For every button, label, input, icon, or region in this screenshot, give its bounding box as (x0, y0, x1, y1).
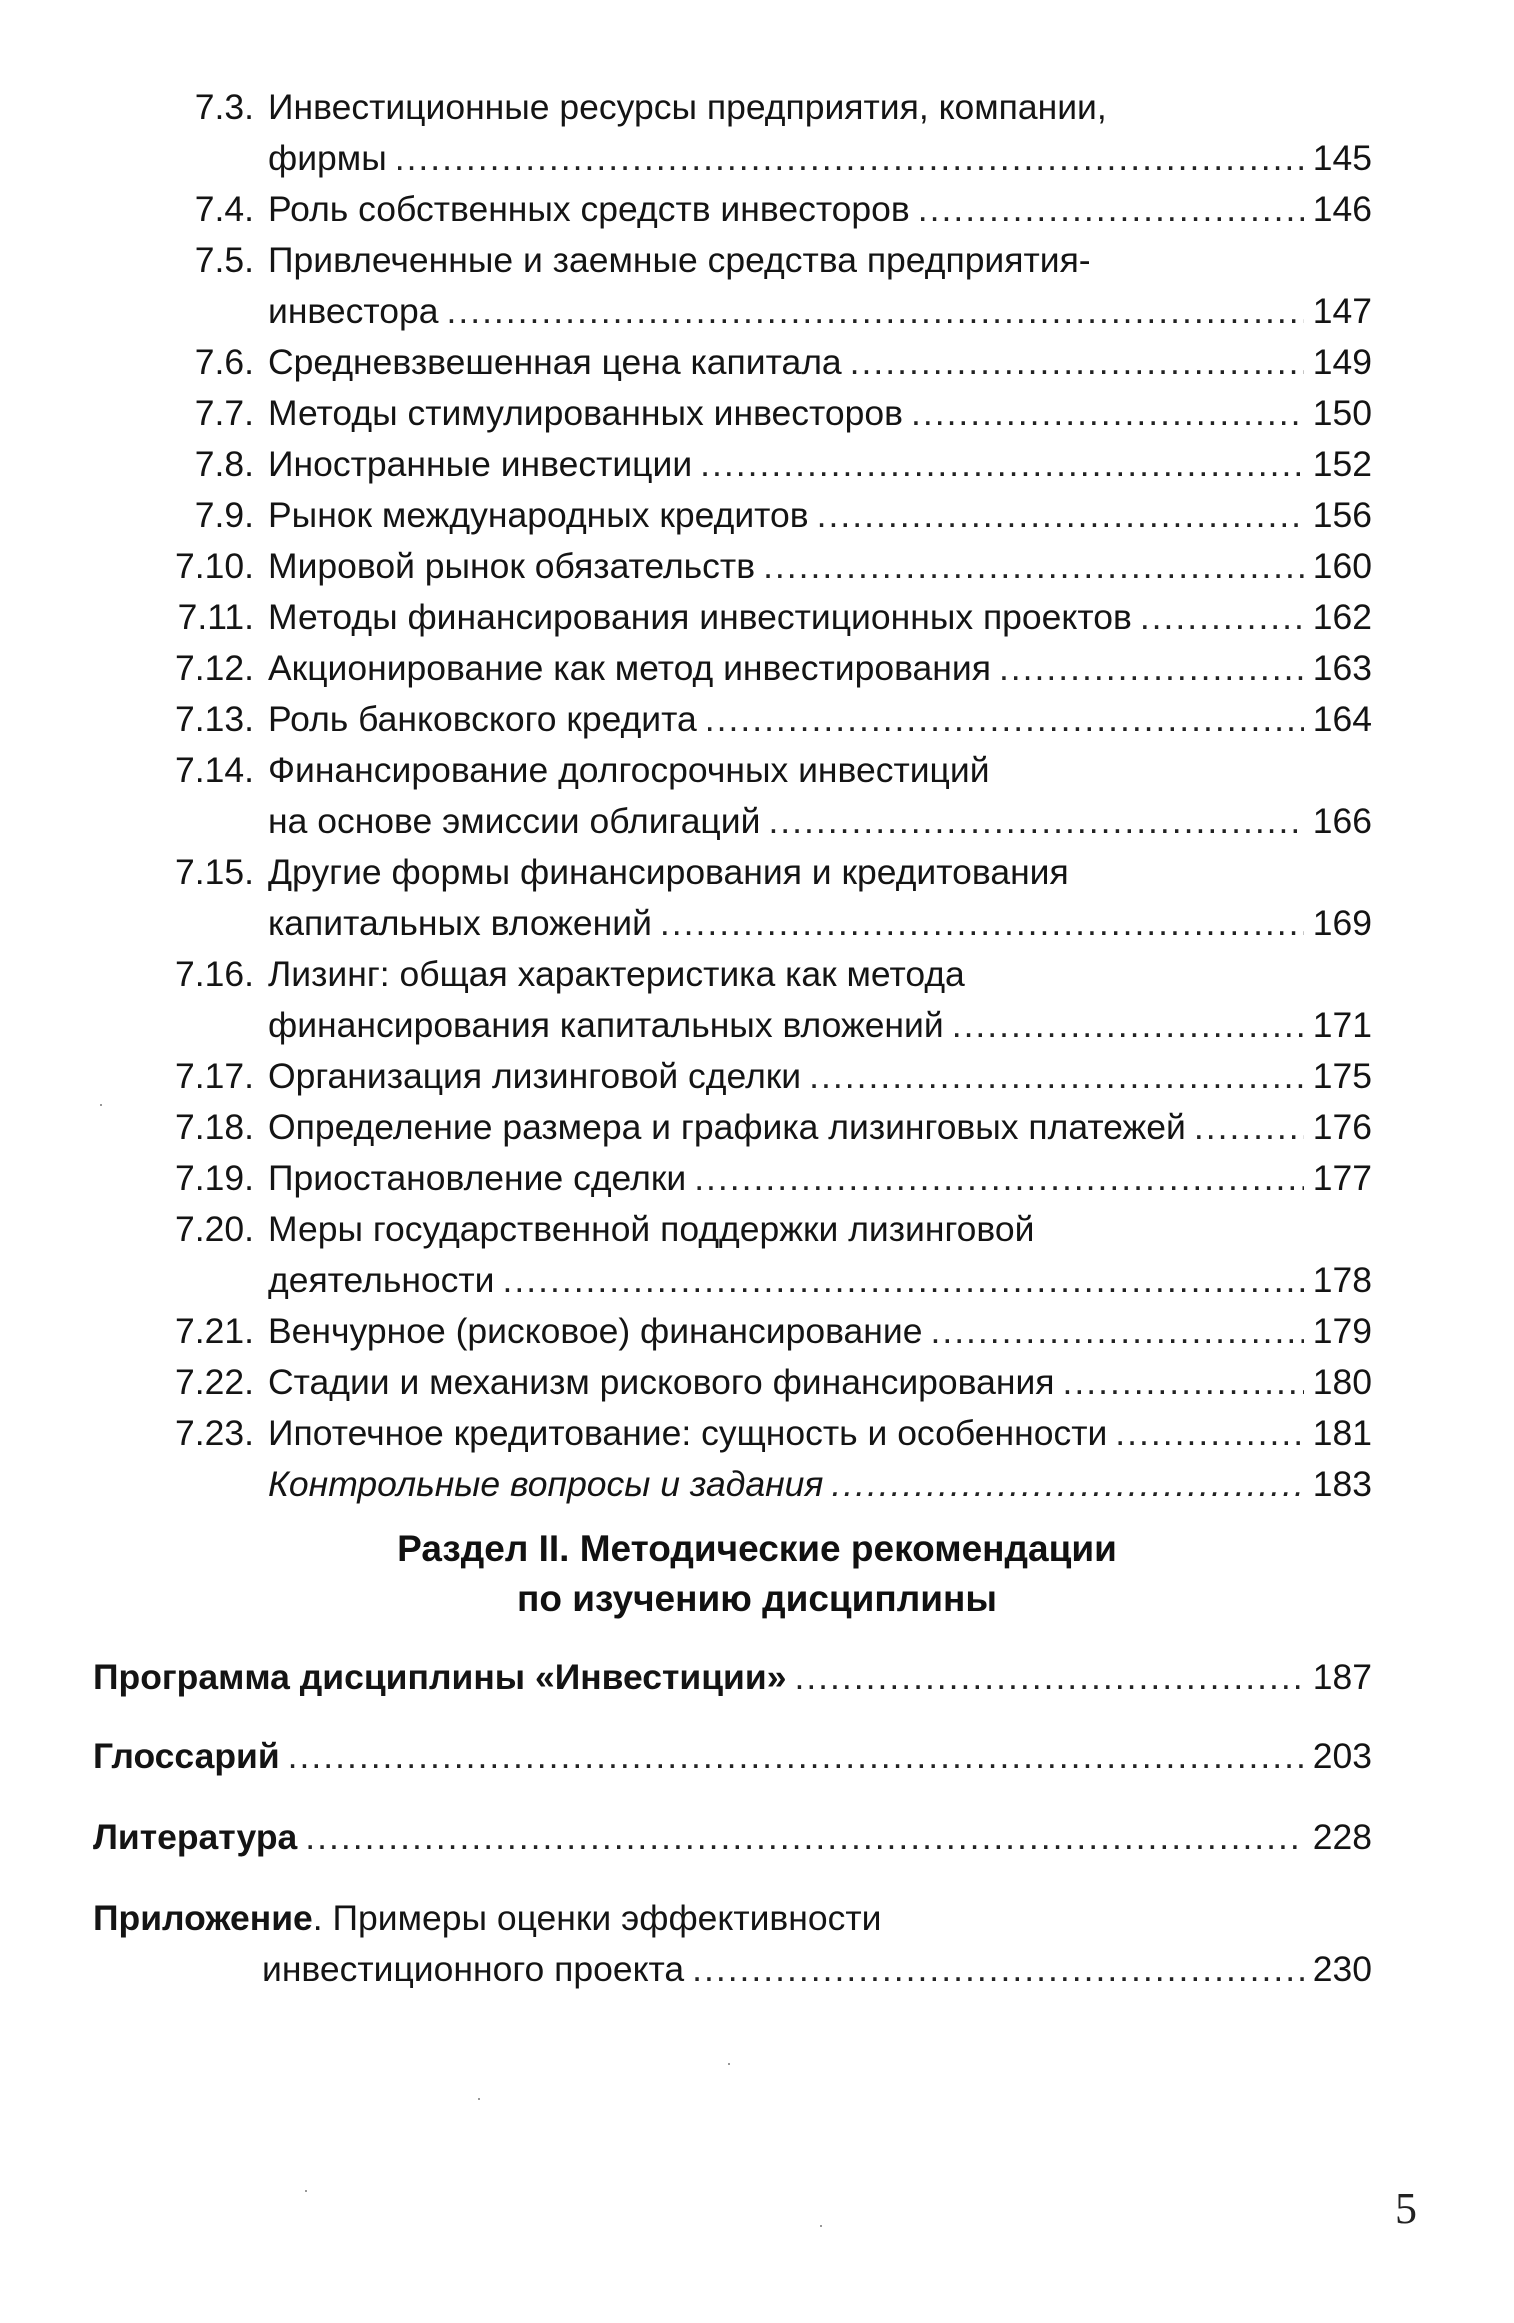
page-number: 5 (1395, 2184, 1417, 2233)
dot-leader (850, 337, 1304, 388)
dot-leader (503, 1255, 1304, 1306)
entry-number: 7.13. (175, 699, 254, 739)
entry-page: 183 (1312, 1464, 1372, 1504)
entry-page: 179 (1312, 1311, 1372, 1351)
section-heading-line-1: Раздел II. Методические рекомендации (397, 1528, 1117, 1569)
dot-leader (446, 286, 1304, 337)
entry-page: 181 (1312, 1413, 1372, 1453)
entry-number: 7.10. (175, 546, 254, 586)
entry-page: 169 (1312, 903, 1372, 943)
entry-page: 171 (1312, 1005, 1372, 1045)
entry-title-line-1: Другие формы финансирования и кредитования (268, 852, 1069, 892)
entry-title-line-1: Инвестиционные ресурсы предприятия, компании, (268, 87, 1107, 127)
entry-title-line-1: Финансирование долгосрочных инвестиций (268, 750, 990, 790)
dot-leader (660, 898, 1304, 949)
dot-leader (288, 1731, 1304, 1782)
dot-leader (1194, 1102, 1304, 1153)
entry-title: Определение размера и графика лизинговых платежей (268, 1107, 1186, 1147)
entry-page: 175 (1312, 1056, 1372, 1096)
entry-title-line-1: Меры государственной поддержки лизинговой (268, 1209, 1035, 1249)
entry-number: 7.6. (194, 342, 254, 382)
dot-leader (817, 490, 1304, 541)
entry-page: 160 (1312, 546, 1372, 586)
entry-page: 146 (1312, 189, 1372, 229)
dot-leader (692, 1944, 1304, 1995)
entry-number: 7.23. (175, 1413, 254, 1453)
scan-speck (305, 2190, 307, 2192)
entry-number: 7.4. (194, 189, 254, 229)
dot-leader (694, 1153, 1304, 1204)
entry-page: 178 (1312, 1260, 1372, 1300)
entry-page: 180 (1312, 1362, 1372, 1402)
entry-number: 7.3. (194, 87, 254, 127)
dot-leader (809, 1051, 1304, 1102)
entry-number: 7.19. (175, 1158, 254, 1198)
entry-page: 156 (1312, 495, 1372, 535)
entry-title: Роль собственных средств инвесторов (268, 189, 910, 229)
entry-page: 162 (1312, 597, 1372, 637)
entry-title: Иностранные инвестиции (268, 444, 693, 484)
entry-title: Организация лизинговой сделки (268, 1056, 802, 1096)
entry-number: 7.14. (175, 750, 254, 790)
entry-page: 163 (1312, 648, 1372, 688)
dot-leader (395, 133, 1304, 184)
entry-title: Венчурное (рисковое) финансирование (268, 1311, 923, 1351)
dot-leader (768, 796, 1304, 847)
entry-title: Методы финансирования инвестиционных проектов (268, 597, 1132, 637)
dot-leader (911, 388, 1304, 439)
entry-number: 7.12. (175, 648, 254, 688)
entry-number: 7.15. (175, 852, 254, 892)
entry-number: 7.21. (175, 1311, 254, 1351)
entry-title: Приостановление сделки (268, 1158, 687, 1198)
entry-page: 176 (1312, 1107, 1372, 1147)
entry-number: 7.18. (175, 1107, 254, 1147)
entry-title-line-2: капитальных вложений (268, 903, 652, 943)
dot-leader (1140, 592, 1304, 643)
entry-number: 7.17. (175, 1056, 254, 1096)
entry-number: 7.11. (177, 597, 254, 637)
entry-title-line-2: инвестиционного проекта (262, 1949, 685, 1989)
entry-title-line-2: деятельности (268, 1260, 495, 1300)
entry-page: 164 (1312, 699, 1372, 739)
entry-page: 166 (1312, 801, 1372, 841)
dot-leader (999, 643, 1304, 694)
entry-title: Приложение (93, 1898, 313, 1938)
entry-title-rest: . Примеры оценки эффективности (312, 1898, 882, 1938)
entry-number: 7.8. (194, 444, 254, 484)
dot-leader (305, 1812, 1304, 1863)
entry-title-line-2: фирмы (268, 138, 387, 178)
entry-title-line-2: на основе эмиссии облигаций (268, 801, 761, 841)
entry-title-line-2: инвестора (268, 291, 439, 331)
entry-page: 149 (1312, 342, 1372, 382)
entry-page: 203 (1312, 1736, 1372, 1776)
entry-number: 7.9. (194, 495, 254, 535)
entry-page: 177 (1312, 1158, 1372, 1198)
entry-title: Мировой рынок обязательств (268, 546, 756, 586)
entry-number: 7.5. (194, 240, 254, 280)
entry-page: 187 (1312, 1657, 1372, 1697)
entry-number: 7.22. (175, 1362, 254, 1402)
entry-title: Рынок международных кредитов (268, 495, 809, 535)
entry-number: 7.16. (175, 954, 254, 994)
dot-leader (794, 1652, 1304, 1703)
entry-title: Литература (93, 1817, 298, 1857)
entry-title: Методы стимулированных инвесторов (268, 393, 903, 433)
entry-page: 145 (1312, 138, 1372, 178)
entry-title: Ипотечное кредитование: сущность и особенности (268, 1413, 1108, 1453)
dot-leader (930, 1306, 1304, 1357)
entry-page: 152 (1312, 444, 1372, 484)
entry-title: Средневзвешенная цена капитала (268, 342, 842, 382)
dot-leader (705, 694, 1304, 745)
dot-leader (763, 541, 1304, 592)
dot-leader (918, 184, 1304, 235)
entry-number: 7.7. (194, 393, 254, 433)
scan-speck (728, 2063, 730, 2065)
entry-title: Роль банковского кредита (268, 699, 697, 739)
entry-page: 230 (1312, 1949, 1372, 1989)
entry-title-line-1: Привлеченные и заемные средства предприятия- (268, 240, 1091, 280)
entry-number: 7.20. (175, 1209, 254, 1249)
entry-title: Программа дисциплины «Инвестиции» (93, 1657, 787, 1697)
scan-speck (820, 2225, 822, 2227)
dot-leader (1063, 1357, 1304, 1408)
entry-title: Стадии и механизм рискового финансирования (268, 1362, 1055, 1402)
dot-leader (1115, 1408, 1304, 1459)
entry-title: Акционирование как метод инвестирования (268, 648, 991, 688)
entry-page: 147 (1312, 291, 1372, 331)
dot-leader (831, 1459, 1304, 1510)
entry-title-line-2: финансирования капитальных вложений (268, 1005, 944, 1045)
entry-page: 150 (1312, 393, 1372, 433)
section-heading-line-2: по изучению дисциплины (517, 1578, 997, 1619)
scan-speck (100, 1104, 102, 1106)
dot-leader (700, 439, 1304, 490)
entry-title: Глоссарий (93, 1736, 280, 1776)
entry-page: 228 (1312, 1817, 1372, 1857)
entry-title: Контрольные вопросы и задания (268, 1464, 824, 1504)
entry-title-line-1: Лизинг: общая характеристика как метода (268, 954, 965, 994)
scan-speck (478, 2098, 480, 2100)
dot-leader (952, 1000, 1304, 1051)
